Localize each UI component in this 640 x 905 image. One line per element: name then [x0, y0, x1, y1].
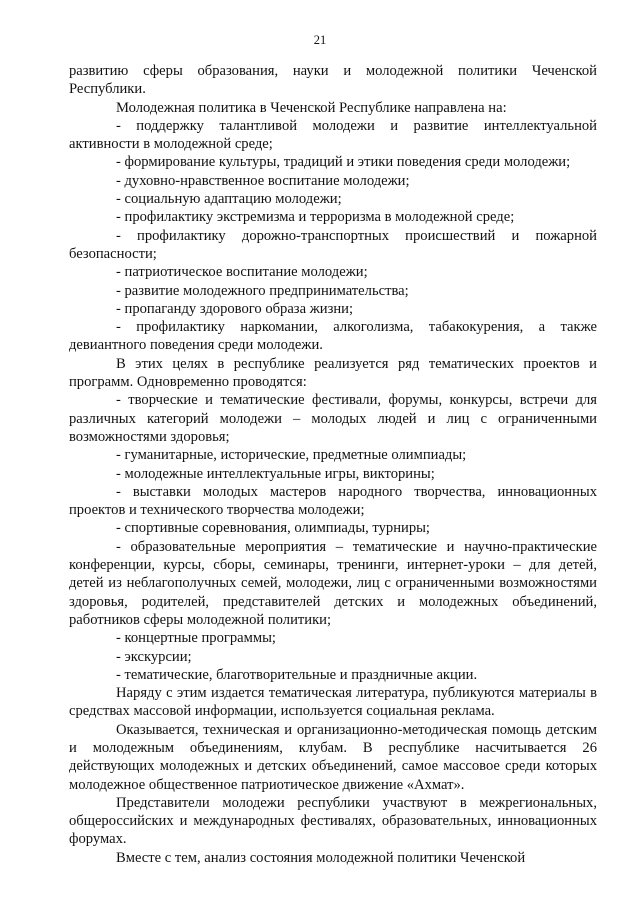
list-item: - профилактику наркомании, алкоголизма, табакокурения, а также девиантного поведения среди молодежи.	[69, 319, 597, 354]
list-item: - тематические, благотворительные и праздничные акции.	[116, 666, 478, 683]
list-item: - экскурсии;	[116, 648, 192, 665]
paragraph: Оказывается, техническая и организационно-методическая помощь детским и молодежным объединениям, клубам. В республике насчитывается 26 действующих молодежных и детских объединений, самое массовое среди которых молодежное общественное патриотическое движение «Ахмат».	[69, 721, 597, 793]
paragraph: В этих целях в республике реализуется ряд тематических проектов и программ. Одновременно проводятся:	[69, 355, 597, 391]
list-item: - профилактику экстремизма и терроризма в молодежной среде;	[116, 209, 515, 226]
list-item: - духовно-нравственное воспитание молодежи;	[116, 172, 410, 189]
list-item: - пропаганду здорового образа жизни;	[116, 300, 354, 317]
paragraph: Наряду с этим издается тематическая литература, публикуются материалы в средствах массовой информации, используется социальная реклама.	[69, 685, 597, 720]
list-item: - поддержку талантливой молодежи и развитие интеллектуальной активности в молодежной среде;	[69, 117, 597, 153]
paragraph: Вместе с тем, анализ состояния молодежной политики Чеченской	[116, 849, 526, 866]
list-item: - молодежные интеллектуальные игры, викторины;	[116, 465, 435, 482]
list-item: - спортивные соревнования, олимпиады, турниры;	[116, 520, 430, 537]
list-item: - образовательные мероприятия – тематические и научно-практические конференции, курсы, сборы, семинары, тренинги, интернет-уроки – для детей, детей из неблагополучных семей, молодежи, лиц с ограниченными возможностями здоровья, родителей, представителей детских и молодежных объединений, работников сферы молодежной политики;	[69, 538, 597, 628]
paragraph: развитию сферы образования, науки и молодежной политики Чеченской Республики.	[69, 63, 597, 98]
list-item: - социальную адаптацию молодежи;	[116, 191, 342, 208]
page-number: 21	[313, 33, 327, 47]
list-item: - концертные программы;	[116, 630, 276, 647]
paragraph: Представители молодежи республики участвуют в межрегиональных, общероссийских и международных фестивалях, образовательных, инновационных форумах.	[69, 794, 597, 848]
list-item: - патриотическое воспитание молодежи;	[116, 264, 368, 281]
list-item: - формирование культуры, традиций и этики поведения среди молодежи;	[116, 154, 571, 171]
list-item: - профилактику дорожно-транспортных происшествий и пожарной безопасности;	[69, 227, 597, 262]
paragraph: Молодежная политика в Чеченской Республике направлена на:	[116, 99, 507, 116]
list-item: - творческие и тематические фестивали, форумы, конкурсы, встречи для различных категорий молодежи – молодых людей и лиц с ограниченными возможностями здоровья;	[69, 392, 597, 445]
list-item: - развитие молодежного предпринимательства;	[116, 282, 409, 299]
document-body	[69, 62, 597, 867]
list-item: - выставки молодых мастеров народного творчества, инновационных проектов и технического творчества молодежи;	[69, 483, 597, 519]
list-item: - гуманитарные, исторические, предметные олимпиады;	[116, 447, 467, 464]
